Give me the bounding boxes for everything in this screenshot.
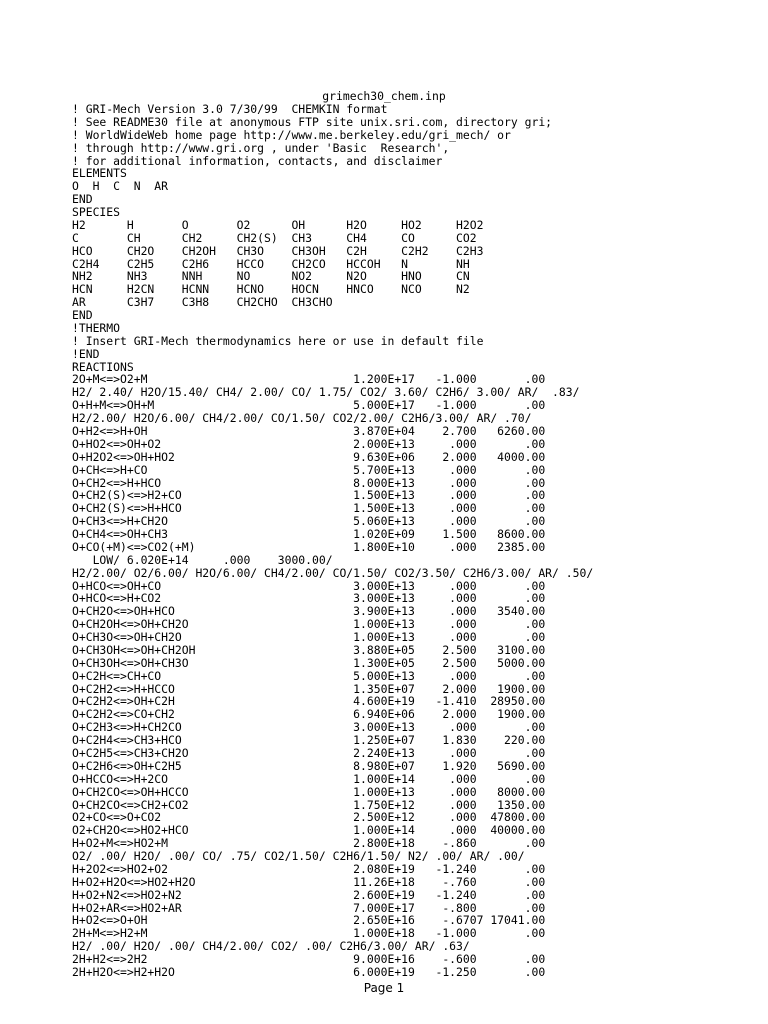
text-line: O+CH2<=>H+HCO 8.000E+13 .000 .00: [72, 475, 546, 490]
text-line: ! GRI-Mech Version 3.0 7/30/99 CHEMKIN format: [72, 102, 388, 116]
text-line: NH2 NH3 NNH NO NO2 N2O HNO CN: [72, 269, 470, 284]
text-line: O+CO(+M)<=>CO2(+M) 1.800E+10 .000 2385.00: [72, 539, 546, 554]
text-line: O+HCO<=>OH+CO 3.000E+13 .000 .00: [72, 578, 546, 593]
text-line: O+CH3O<=>OH+CH2O 1.000E+13 .000 .00: [72, 630, 546, 645]
text-line: 2O+M<=>O2+M 1.200E+17 -1.000 .00: [72, 372, 546, 387]
text-line: !END: [72, 346, 100, 361]
text-line: H2/2.00/ O2/6.00/ H2O/6.00/ CH4/2.00/ CO/1.50/ CO2/3.50/ C2H6/3.00/ AR/ .50/: [72, 565, 594, 580]
text-line: H2 H O O2 OH H2O HO2 H2O2: [72, 217, 484, 232]
text-line: ELEMENTS: [72, 166, 127, 181]
text-line: H2/2.00/ H2O/6.00/ CH4/2.00/ CO/1.50/ CO2/2.00/ C2H6/3.00/ AR/ .70/: [72, 411, 532, 426]
text-line: ! for additional information, contacts, and disclaimer: [72, 153, 443, 168]
text-line: O+C2H6<=>OH+C2H5 8.980E+07 1.920 5690.00: [72, 758, 546, 773]
text-line: O+CH3<=>H+CH2O 5.060E+13 .000 .00: [72, 514, 546, 529]
document-title: grimech30_chem.inp: [322, 89, 446, 103]
text-line: O+CH3OH<=>OH+CH2OH 3.880E+05 2.500 3100.00: [72, 642, 546, 657]
text-line: O+C2H3<=>H+CH2CO 3.000E+13 .000 .00: [72, 720, 546, 735]
text-line: ! See README30 file at anonymous FTP site unix.sri.com, directory gri;: [72, 114, 553, 129]
text-line: O+CH3OH<=>OH+CH3O 1.300E+05 2.500 5000.00: [72, 655, 546, 670]
text-line: H+O2<=>O+OH 2.650E+16 -.6707 17041.00: [72, 913, 546, 928]
text-line: 2H+H2O<=>H2+H2O 6.000E+19 -1.250 .00: [72, 964, 546, 979]
text-line: O2+CO<=>O+CO2 2.500E+12 .000 47800.00: [72, 810, 546, 825]
text-line: O+H2<=>H+OH 3.870E+04 2.700 6260.00: [72, 424, 546, 438]
text-line: !THERMO: [72, 320, 121, 335]
text-line: O H C N AR: [72, 179, 169, 194]
text-line: O+C2H4<=>CH3+HCO 1.250E+07 1.830 220.00: [72, 733, 546, 748]
text-line: O+H+M<=>OH+M 5.000E+17 -1.000 .00: [72, 398, 546, 413]
text-line: ! WorldWideWeb home page http://www.me.berkeley.edu/gri_mech/ or: [72, 127, 511, 142]
text-line: END: [72, 192, 93, 207]
text-line: END: [72, 308, 93, 323]
text-line: LOW/ 6.020E+14 .000 3000.00/: [72, 552, 333, 567]
text-line: O+HO2<=>OH+O2 2.000E+13 .000 .00: [72, 436, 546, 451]
text-line: H+2O2<=>HO2+O2 2.080E+19 -1.240 .00: [72, 861, 546, 876]
text-line: O+C2H2<=>H+HCCO 1.350E+07 2.000 1900.00: [72, 681, 546, 696]
text-line: 2H+M<=>H2+M 1.000E+18 -1.000 .00: [72, 926, 546, 941]
text-line: O+CH2(S)<=>H+HCO 1.500E+13 .000 .00: [72, 501, 546, 516]
text-line: SPECIES: [72, 205, 121, 220]
text-line: 2H+H2<=>2H2 9.000E+16 -.600 .00: [72, 952, 546, 967]
text-line: H+O2+N2<=>HO2+N2 2.600E+19 -1.240 .00: [72, 887, 546, 902]
text-line: O+CH2CO<=>CH2+CO2 1.750E+12 .000 1350.00: [72, 797, 546, 812]
text-line: O+HCO<=>H+CO2 3.000E+13 .000 .00: [72, 591, 546, 606]
text-line: C2H4 C2H5 C2H6 HCCO CH2CO HCCOH N NH: [72, 256, 470, 271]
text-line: HCO CH2O CH2OH CH3O CH3OH C2H C2H2 C2H3: [72, 243, 484, 258]
text-line: O+HCCO<=>H+2CO 1.000E+14 .000 .00: [72, 771, 546, 786]
text-line: O+CH2CO<=>OH+HCCO 1.000E+13 .000 8000.00: [72, 784, 546, 799]
text-line: HCN H2CN HCNN HCNO HOCN HNCO NCO N2: [72, 282, 470, 297]
text-line: O+CH2O<=>OH+HCO 3.900E+13 .000 3540.00: [72, 604, 546, 619]
text-line: O+C2H5<=>CH3+CH2O 2.240E+13 .000 .00: [72, 746, 546, 760]
text-line: H+O2+AR<=>HO2+AR 7.000E+17 -.800 .00: [72, 900, 546, 915]
text-line: ! Insert GRI-Mech thermodynamics here or use in default file: [72, 333, 484, 348]
text-line: O2+CH2O<=>HO2+HCO 1.000E+14 .000 40000.00: [72, 823, 546, 838]
text-line: H2/ 2.40/ H2O/15.40/ CH4/ 2.00/ CO/ 1.75/ CO2/ 3.60/ C2H6/ 3.00/ AR/ .83/: [72, 385, 580, 400]
text-line: O+C2H2<=>CO+CH2 6.940E+06 2.000 1900.00: [72, 707, 546, 722]
page-number: Page 1: [363, 981, 405, 995]
text-line: REACTIONS: [72, 359, 134, 374]
text-line: O+C2H<=>CH+CO 5.000E+13 .000 .00: [72, 668, 546, 683]
text-line: H+O2+M<=>HO2+M 2.800E+18 -.860 .00: [72, 836, 546, 851]
text-line: C CH CH2 CH2(S) CH3 CH4 CO CO2: [72, 230, 477, 245]
text-line: O+CH2(S)<=>H2+CO 1.500E+13 .000 .00: [72, 488, 546, 503]
text-line: H2/ .00/ H2O/ .00/ CH4/2.00/ CO2/ .00/ C2H6/3.00/ AR/ .63/: [72, 939, 470, 954]
text-line: O+CH2OH<=>OH+CH2O 1.000E+13 .000 .00: [72, 617, 546, 632]
text-line: O+C2H2<=>OH+C2H 4.600E+19 -1.410 28950.00: [72, 694, 546, 709]
text-line: H+O2+H2O<=>HO2+H2O 11.26E+18 -.760 .00: [72, 874, 546, 889]
text-line: O2/ .00/ H2O/ .00/ CO/ .75/ CO2/1.50/ C2H6/1.50/ N2/ .00/ AR/ .00/: [72, 849, 525, 864]
text-line: AR C3H7 C3H8 CH2CHO CH3CHO: [72, 295, 333, 310]
text-line: O+CH4<=>OH+CH3 1.020E+09 1.500 8600.00: [72, 527, 546, 542]
text-line: ! through http://www.gri.org , under 'Basic Research',: [72, 140, 450, 155]
text-line: O+CH<=>H+CO 5.700E+13 .000 .00: [72, 462, 546, 477]
text-line: O+H2O2<=>OH+HO2 9.630E+06 2.000 4000.00: [72, 449, 546, 464]
